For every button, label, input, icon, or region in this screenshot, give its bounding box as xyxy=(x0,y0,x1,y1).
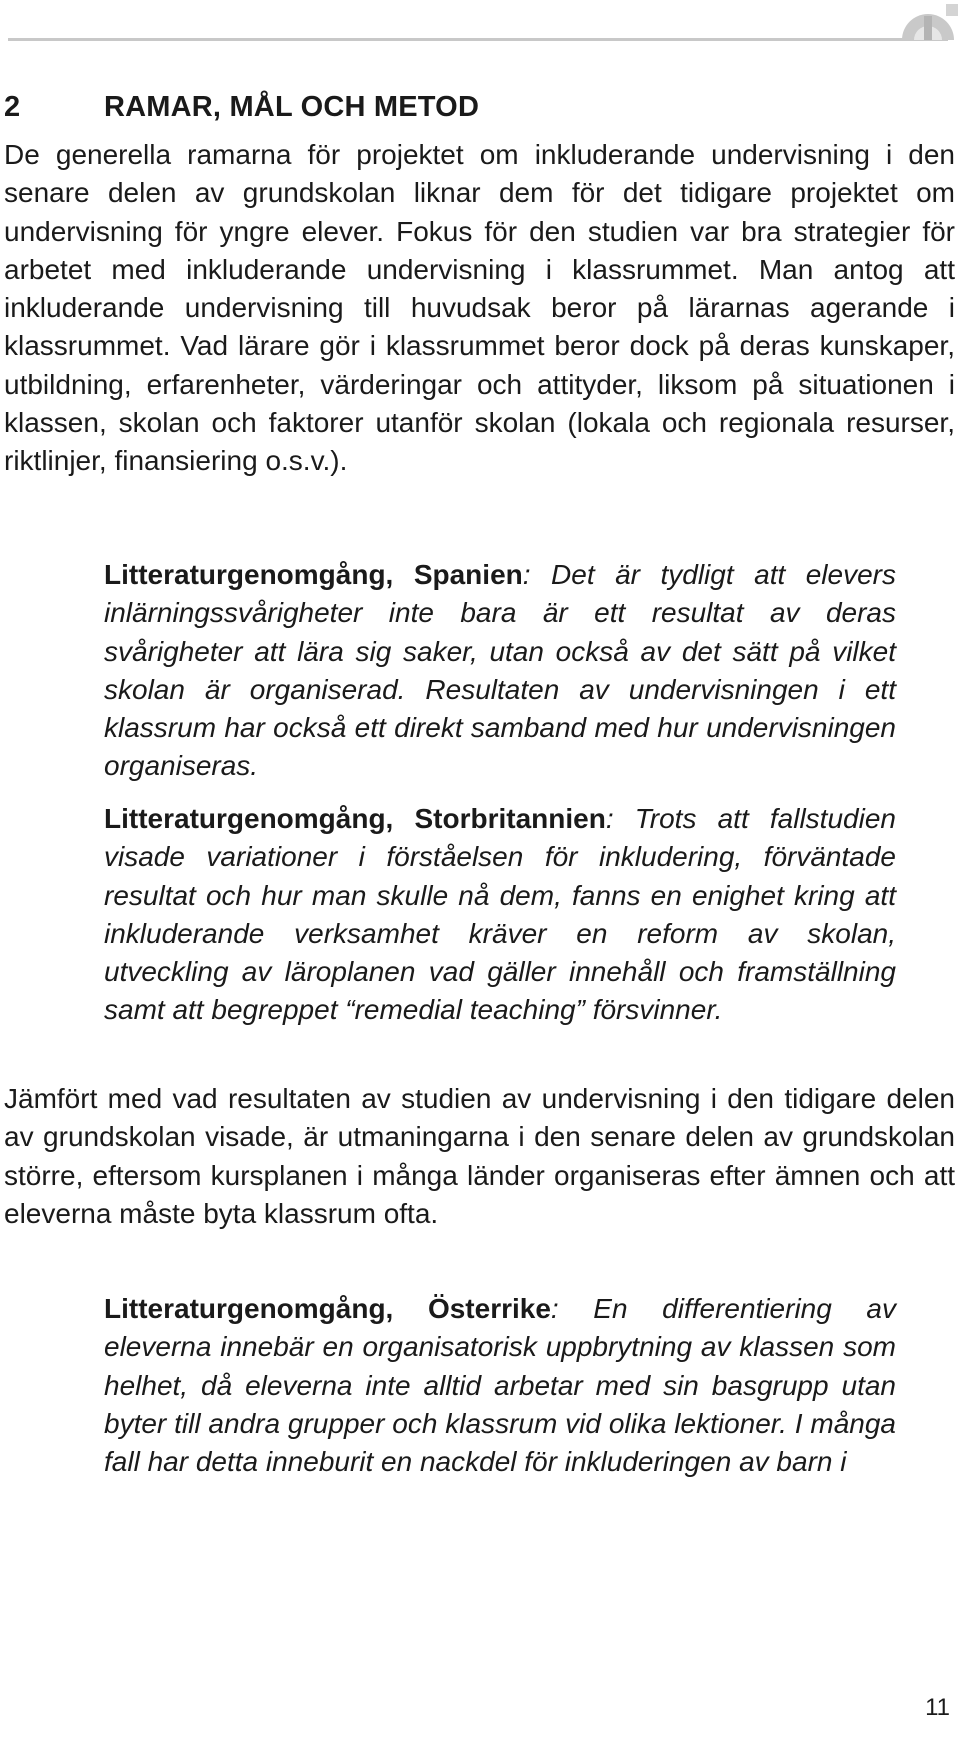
literature-review-austria xyxy=(104,1290,896,1481)
paragraph-text: Det är tydligt att elevers inlärningssvårigheter inte bara är ett resultat av deras svårigheter att lära sig saker, utan också av det sätt på vilket skolan är organiserad. Resultaten av undervisningen i ett klassrum har också ett direkt samband med hur undervisningen organiseras. xyxy=(104,559,897,782)
literature-review-label: Litteraturgenomgång, Spanien xyxy=(104,559,523,590)
paragraph-text: Jämfört med vad resultaten av studien av undervisning i den tidigare delen av grundskolan visade, är utmaningarna i den senare delen av grundskolan större, eftersom kursplanen i många länder organiseras efter ämnen och att eleverna måste byta klassrum ofta. xyxy=(4,1083,955,1229)
section-number: 2 xyxy=(4,91,21,124)
literature-review-spain xyxy=(104,556,896,786)
paragraph-text: En differentiering av eleverna innebär en organisatorisk uppbrytning av klassen som helhet, då eleverna inte alltid arbetar med sin basgrupp utan byter till andra grupper och klassrum vid olika lektioner. I många fall har detta inneburit en nackdel för inkluderingen av barn i xyxy=(104,1293,896,1478)
header-rule xyxy=(8,38,948,41)
body-paragraph-intro xyxy=(4,136,955,481)
section-heading xyxy=(4,91,479,124)
page-number: 11 xyxy=(925,1694,950,1721)
label-separator: : xyxy=(550,1293,559,1324)
agency-logo-icon xyxy=(896,0,960,44)
label-separator: : xyxy=(605,803,614,834)
paragraph-text: Trots att fallstudien visade variationer i förståelsen för inkludering, förväntade resultat och hur man skulle nå dem, fanns en enighet kring att inkluderande verksamhet kräver en reform av skolan, utveckling av läroplanen vad gäller innehåll och framställning samt att begreppet “remedial teaching” försvinner. xyxy=(104,803,896,1026)
label-separator: : xyxy=(522,559,531,590)
literature-review-label: Litteraturgenomgång, Österrike xyxy=(104,1293,551,1324)
paragraph-text: De generella ramarna för projektet om inkluderande undervisning i den senare delen av grundskolan liknar dem för det tidigare projektet om undervisning för yngre elever. Fokus för den studien var bra strategier för arbetet med inkluderande undervisning i klassrummet. Man antog att inkluderande undervisning till huvudsak beror på lärarnas agerande i klassrummet. Vad lärare gör i klassrummet beror dock på deras kunskaper, utbildning, erfarenheter, värderingar och attityder, liksom på situationen i klassen, skolan och faktorer utanför skolan (lokala och regionala resurser, riktlinjer, finansiering o.s.v.). xyxy=(4,139,955,477)
section-title: RAMAR, MÅL OCH METOD xyxy=(104,91,480,124)
literature-review-label: Litteraturgenomgång, Storbritannien xyxy=(104,803,606,834)
body-paragraph-comparison xyxy=(4,1080,955,1233)
literature-review-uk xyxy=(104,800,896,1030)
